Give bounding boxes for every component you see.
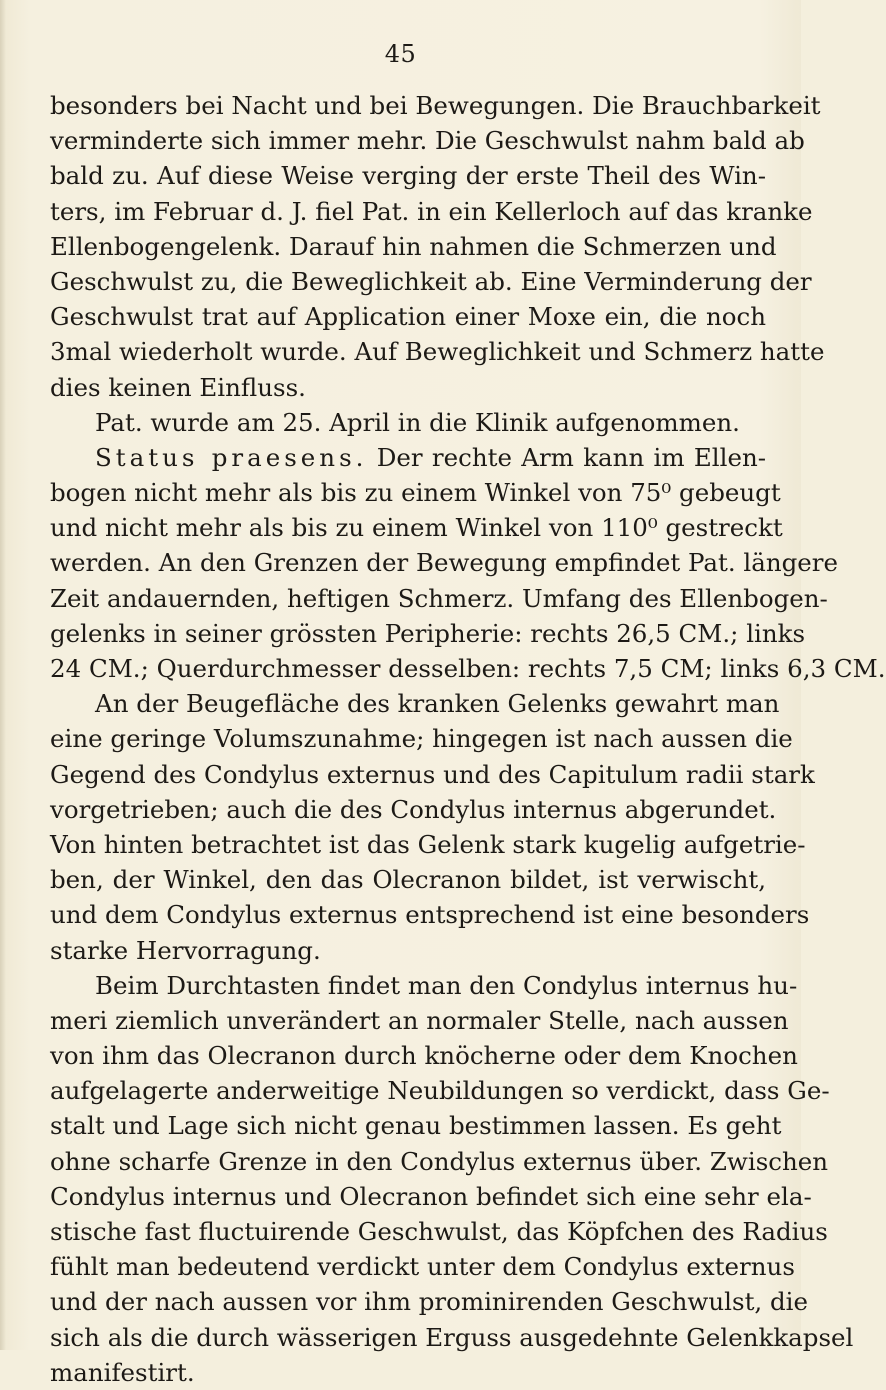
text-line-28: von ihm das Olecranon durch knöcherne oder dem Knochen <box>50 1041 798 1071</box>
text-line-4: ters, im Februar d. J. fiel Pat. in ein Kellerloch auf das kranke <box>50 196 813 226</box>
text-line-25: starke Hervorragung. <box>50 935 321 965</box>
text-line-33: stische fast fluctuirende Geschwulst, das Köpfchen des Radius <box>50 1217 828 1246</box>
text-line-15: Zeit andauernden, heftigen Schmerz. Umfang des Ellenbogen- <box>50 583 828 613</box>
body-text <box>50 88 886 1390</box>
text-line-12: bogen nicht mehr als bis zu einem Winkel von 75⁰ gebeugt <box>50 478 781 508</box>
text-line-9: dies keinen Einfluss. <box>50 372 306 402</box>
text-line-37: manifestirt. <box>50 1357 195 1387</box>
page-edge-shadow <box>0 0 6 1350</box>
text-line-35: und der nach aussen vor ihm prominirenden Geschwulst, die <box>50 1287 809 1317</box>
text-line-36: sich als die durch wässerigen Erguss ausgedehnte Gelenkkapsel <box>50 1322 854 1352</box>
text-line-30: stalt und Lage sich nicht genau bestimmen lassen. Es geht <box>50 1111 782 1141</box>
text-line-16: gelenks in seiner grössten Peripherie: rechts 26,5 CM.; links <box>50 618 806 648</box>
text-line-11-rest: Der rechte Arm kann im Ellen- <box>376 442 766 472</box>
text-line-21: vorgetrieben; auch die des Condylus internus abgerundet. <box>50 794 777 824</box>
text-line-24: und dem Condylus externus entsprechend ist eine besonders <box>50 900 810 930</box>
text-line-29: aufgelagerte anderweitige Neubildungen so verdickt, dass Ge- <box>50 1076 830 1106</box>
text-line-2: verminderte sich immer mehr. Die Geschwulst nahm bald ab <box>50 126 805 156</box>
text-line-7: Geschwulst trat auf Application einer Moxe ein, die noch <box>50 302 766 332</box>
text-line-17: 24 CM.; Querdurchmesser desselben: rechts 7,5 CM; links 6,3 CM. <box>50 654 886 683</box>
text-line-19: eine geringe Volumszunahme; hingegen ist nach aussen die <box>50 724 793 754</box>
text-line-22: Von hinten betrachtet ist das Gelenk stark kugelig aufgetrie- <box>50 829 806 859</box>
text-line-18: An der Beugefläche des kranken Gelenks gewahrt man <box>95 689 780 719</box>
text-line-10: Pat. wurde am 25. April in die Klinik aufgenommen. <box>95 407 740 437</box>
status-praesens-heading: Status praesens. <box>95 442 368 472</box>
text-line-3: bald zu. Auf diese Weise verging der erste Theil des Win- <box>50 161 766 191</box>
page-number: 45 <box>384 40 417 68</box>
text-line-6: Geschwulst zu, die Beweglichkeit ab. Eine Verminderung der <box>50 266 812 296</box>
text-line-5: Ellenbogengelenk. Darauf hin nahmen die Schmerzen und <box>50 231 777 261</box>
text-line-34: fühlt man bedeutend verdickt unter dem Condylus externus <box>50 1252 795 1282</box>
text-line-11 <box>50 440 766 475</box>
text-line-14: werden. An den Grenzen der Bewegung empfindet Pat. längere <box>50 548 839 578</box>
text-line-31: ohne scharfe Grenze in den Condylus externus über. Zwischen <box>50 1146 829 1176</box>
text-line-23: ben, der Winkel, den das Olecranon bildet, ist verwischt, <box>50 865 766 895</box>
text-line-13: und nicht mehr als bis zu einem Winkel von 110⁰ gestreckt <box>50 513 783 543</box>
text-line-27: meri ziemlich unverändert an normaler Stelle, nach aussen <box>50 1005 789 1035</box>
text-line-32: Condylus internus und Olecranon befindet sich eine sehr ela- <box>50 1181 812 1211</box>
text-line-26: Beim Durchtasten findet man den Condylus internus hu- <box>95 970 798 1000</box>
text-line-8: 3mal wiederholt wurde. Auf Beweglichkeit und Schmerz hatte <box>50 337 825 367</box>
text-line-1: besonders bei Nacht und bei Bewegungen. Die Brauchbarkeit <box>50 91 821 120</box>
text-line-20: Gegend des Condylus externus und des Capitulum radii stark <box>50 759 815 789</box>
